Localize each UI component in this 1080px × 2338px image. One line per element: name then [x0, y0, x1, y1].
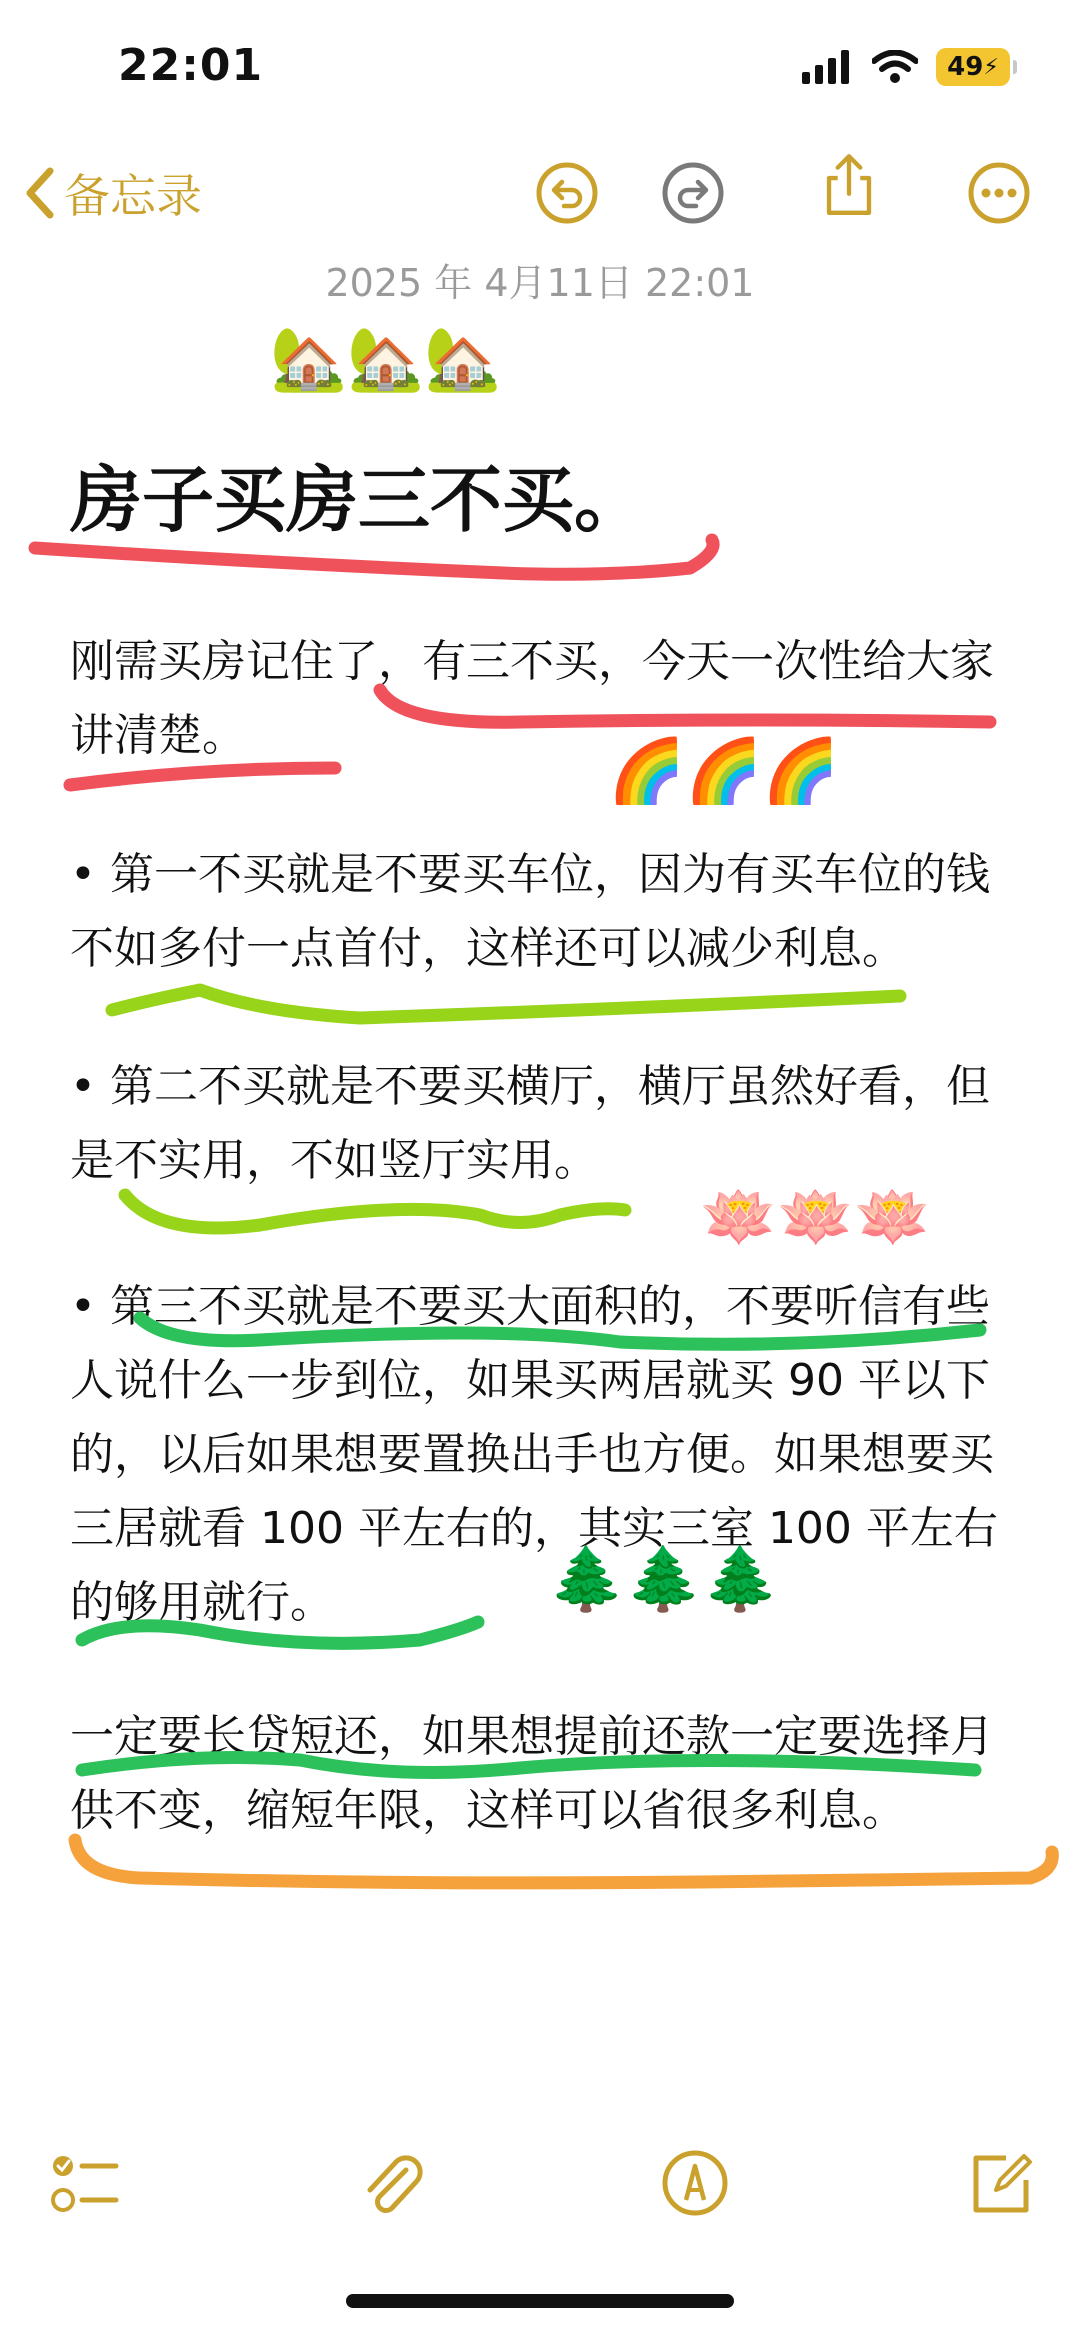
note-date: 2025 年 4月11日 22:01	[325, 261, 755, 305]
closing-text: 一定要长贷短还，如果想提前还款一定要选择月供不变，缩短年限，这样可以省很多利息。	[70, 1711, 994, 1836]
battery-level: 49	[947, 52, 984, 82]
note-paragraph-point2[interactable]	[70, 1050, 1030, 1198]
undo-icon[interactable]	[534, 160, 600, 226]
back-button[interactable]	[22, 160, 202, 226]
underline-point1	[112, 990, 900, 1018]
redo-icon[interactable]	[660, 160, 726, 226]
point2-text: • 第二不买就是不要买横厅，横厅虽然好看，但是不实用，不如竖厅实用。	[70, 1061, 990, 1186]
wifi-icon	[872, 50, 918, 84]
status-time: 22:01	[118, 40, 264, 91]
note-paragraph-intro[interactable]	[70, 625, 1030, 773]
note-paragraph-closing[interactable]	[70, 1700, 1030, 1848]
point3-text: • 第三不买就是不要买大面积的，不要听信有些人说什么一步到位，如果买两居就买 90 平以下的，以后如果想要置换出手也方便。如果想要买三居就看 100 平左右的，其实三室 100 平左右的够用就行。	[70, 1281, 998, 1628]
point1-text: • 第一不买就是不要买车位，因为有买车位的钱不如多付一点首付，这样还可以减少利息。	[70, 849, 990, 974]
lotus-emoji-row: 🪷🪷🪷	[700, 1180, 932, 1253]
share-icon[interactable]	[816, 152, 882, 218]
underline-point2	[125, 1195, 625, 1228]
house-emoji-row: 🏡🏡🏡	[270, 322, 502, 395]
note-paragraph-point1[interactable]	[70, 838, 1030, 986]
compose-icon[interactable]	[966, 2148, 1036, 2218]
more-icon[interactable]	[966, 160, 1032, 226]
status-icons	[802, 48, 1010, 86]
back-label: 备忘录	[64, 169, 202, 223]
signal-icon	[802, 50, 854, 84]
battery-indicator: 49 ⚡	[936, 48, 1010, 86]
markup-pen-icon[interactable]	[660, 2148, 730, 2218]
rainbow-emoji-row: 🌈🌈🌈	[608, 734, 840, 807]
paperclip-icon[interactable]	[358, 2150, 428, 2220]
checklist-icon[interactable]	[50, 2150, 120, 2220]
home-indicator[interactable]	[346, 2294, 734, 2308]
note-title[interactable]: 房子买房三不买。	[70, 458, 647, 542]
chevron-left-icon	[22, 165, 56, 221]
tree-emoji-row: 🌲🌲🌲	[548, 1542, 780, 1615]
intro-text: 刚需买房记住了，有三不买，今天一次性给大家讲清楚。	[70, 636, 994, 761]
